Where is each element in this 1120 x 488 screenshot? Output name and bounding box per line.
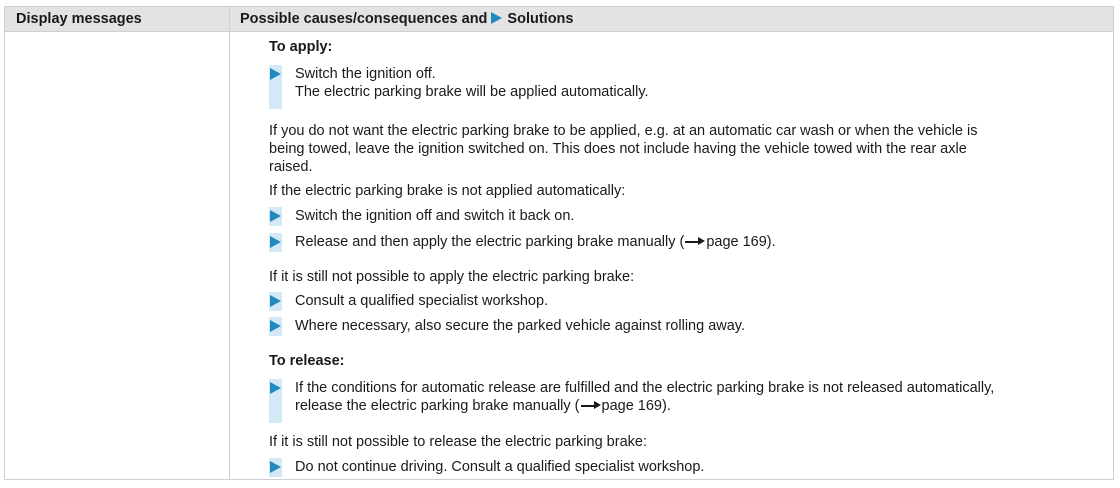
play-triangle-icon bbox=[270, 210, 281, 222]
step-line bbox=[295, 397, 1105, 415]
paragraph-line: raised. bbox=[269, 159, 313, 175]
play-triangle-icon bbox=[270, 382, 281, 394]
paragraph-line: being towed, leave the ignition switched on. This does not include having the vehicle towed with the rear axle bbox=[269, 141, 967, 157]
step-text-part: Release and then apply the electric parking brake manually ( bbox=[295, 234, 685, 250]
step-text-part: release the electric parking brake manually ( bbox=[295, 398, 580, 414]
step-result-line: The electric parking brake will be applied automatically. bbox=[295, 84, 649, 100]
messages-table bbox=[4, 6, 1114, 480]
play-triangle-icon bbox=[270, 236, 281, 248]
paragraph-still-not-possible-release: If it is still not possible to release the electric parking brake: bbox=[269, 434, 647, 450]
step-do-not-continue bbox=[269, 458, 1105, 477]
step-text-part: ). bbox=[766, 234, 776, 250]
play-triangle-icon bbox=[491, 12, 502, 24]
step-consult-workshop bbox=[269, 292, 1105, 311]
page-reference-link[interactable]: page 169 bbox=[601, 398, 662, 414]
step-switch-off-and-on bbox=[269, 207, 1105, 226]
header-causes-label: Possible causes/consequences and bbox=[240, 11, 488, 27]
step-text: Where necessary, also secure the parked vehicle against rolling away. bbox=[295, 318, 745, 334]
step-text bbox=[295, 379, 1105, 415]
paragraph-car-wash-note bbox=[269, 122, 1105, 176]
step-text: Do not continue driving. Consult a qualified specialist workshop. bbox=[295, 459, 705, 475]
paragraph-still-not-possible-apply: If it is still not possible to apply the electric parking brake: bbox=[269, 269, 635, 285]
column-divider bbox=[229, 7, 230, 479]
table-header bbox=[5, 7, 1113, 32]
right-arrow-icon bbox=[685, 237, 705, 247]
play-triangle-icon bbox=[270, 295, 281, 307]
step-switch-ignition-off bbox=[269, 65, 1105, 109]
step-text-part: ). bbox=[661, 398, 671, 414]
paragraph-line: If you do not want the electric parking brake to be applied, e.g. at an automatic car wash or when the vehicle is bbox=[269, 123, 978, 139]
header-solutions-label: Solutions bbox=[507, 11, 574, 27]
step-apply-manually bbox=[269, 233, 1105, 252]
step-line: Switch the ignition off. bbox=[295, 66, 436, 82]
header-causes-solutions bbox=[240, 7, 573, 31]
play-triangle-icon bbox=[270, 461, 281, 473]
paragraph-not-applied: If the electric parking brake is not applied automatically: bbox=[269, 183, 626, 199]
step-text bbox=[295, 65, 1105, 101]
header-display-messages: Display messages bbox=[16, 11, 142, 27]
play-triangle-icon bbox=[270, 320, 281, 332]
step-text bbox=[295, 233, 1105, 251]
play-triangle-icon bbox=[270, 68, 281, 80]
apply-heading: To apply: bbox=[269, 39, 333, 55]
step-text: Consult a qualified specialist workshop. bbox=[295, 293, 549, 309]
page-reference-link[interactable]: page 169 bbox=[706, 234, 767, 250]
release-heading: To release: bbox=[269, 353, 345, 369]
step-release-manually bbox=[269, 379, 1105, 423]
step-line: If the conditions for automatic release are fulfilled and the electric parking brake is not released automatically, bbox=[295, 380, 995, 396]
right-arrow-icon bbox=[581, 401, 601, 411]
step-secure-vehicle bbox=[269, 317, 1105, 336]
step-text: Switch the ignition off and switch it back on. bbox=[295, 208, 575, 224]
